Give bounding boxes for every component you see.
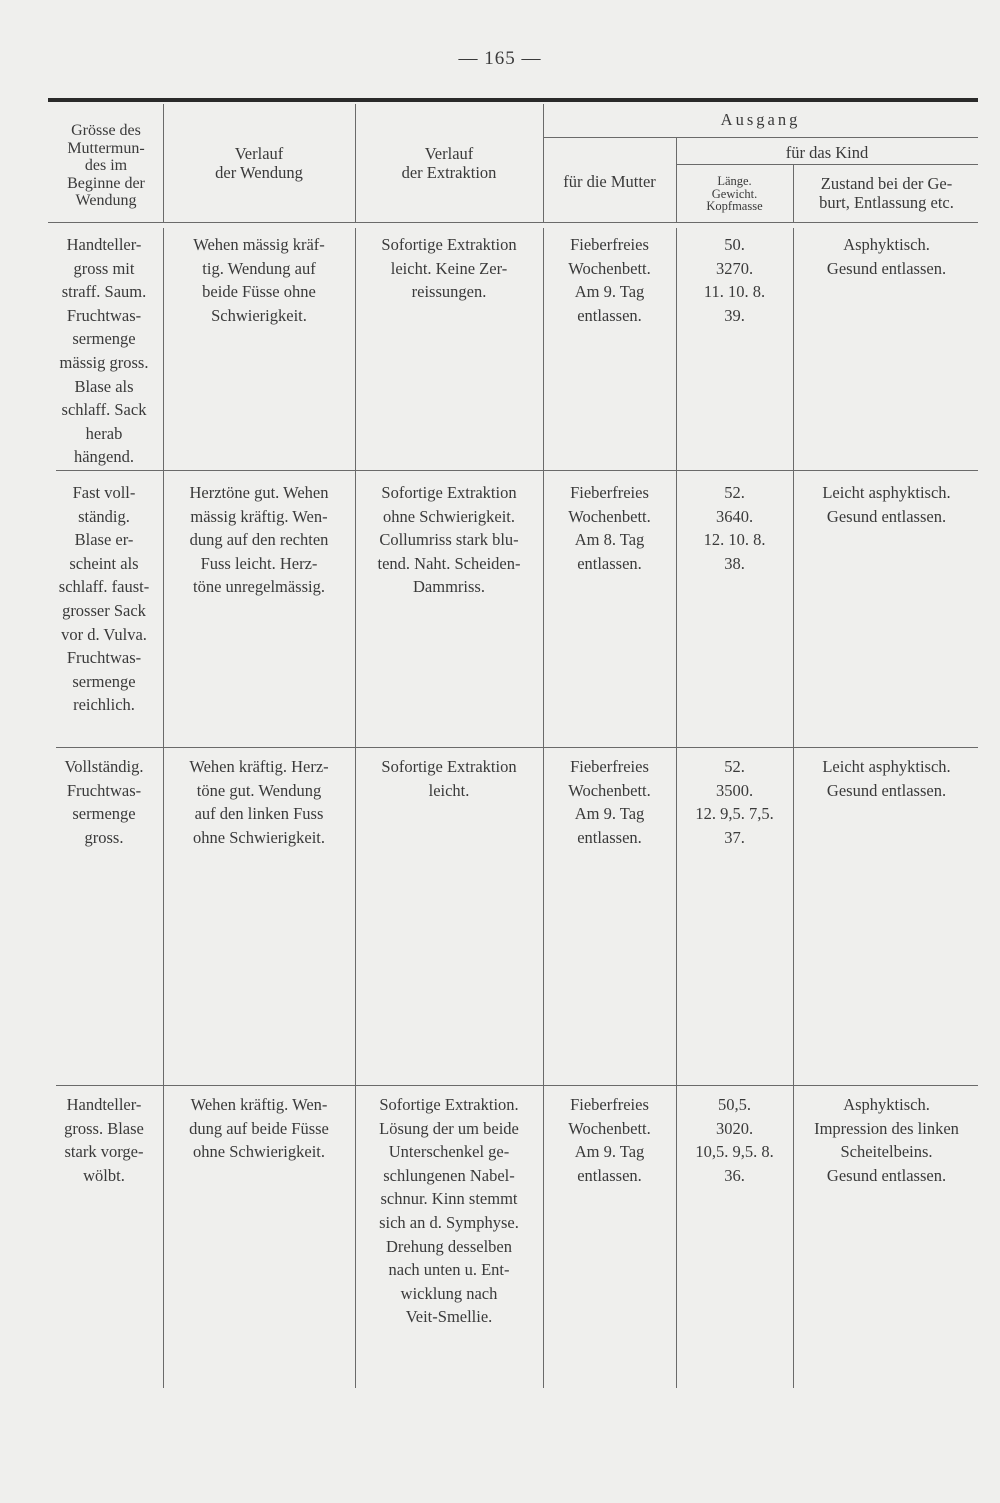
header-masse: Länge. Gewicht. Kopfmasse xyxy=(706,174,763,213)
header-divider xyxy=(355,104,356,222)
table-cell-extraktion: Sofortige Extraktion. Lösung der um beide Unterschenkel ge- schlungenen Nabel- schnur. Kinn stemmt sich an d. Symphyse. Drehung desselben nach unten u. Ent- wicklung nach Veit-Smellie. xyxy=(379,1095,519,1327)
table-cell-zustand: Asphyktisch. Gesund entlassen. xyxy=(826,235,947,278)
table-cell-mutter: Fieberfreies Wochenbett. Am 9. Tag entlassen. xyxy=(568,757,651,847)
column-divider xyxy=(543,228,544,1388)
table-cell-groesse: Handteller- gross. Blase stark vorge- wölbt. xyxy=(64,1095,144,1185)
header-zustand: Zustand bei der Ge- burt, Entlassung etc. xyxy=(819,174,954,212)
header-groesse: Grösse des Muttermun- des im Beginne der Wendung xyxy=(67,122,145,209)
table-cell-wendung: Herztöne gut. Wehen mässig kräftig. Wen- dung auf den rechten Fuss leicht. Herz- töne unregelmässig. xyxy=(189,483,329,597)
row-divider xyxy=(56,747,978,748)
table-cell-zustand: Leicht asphyktisch. Gesund entlassen. xyxy=(822,483,951,526)
header-ausgang: Ausgang xyxy=(720,110,801,129)
table-cell-groesse: Fast voll- ständig. Blase er- scheint als schlaff. faust- grosser Sack vor d. Vulva. Fruchtwas- sermenge reichlich. xyxy=(58,483,150,715)
table-cell-masse: 52. 3500. 12. 9,5. 7,5. 37. xyxy=(695,757,774,847)
table-cell-wendung: Wehen kräftig. Wen- dung auf beide Füsse ohne Schwierigkeit. xyxy=(189,1095,329,1162)
header-divider xyxy=(676,164,978,165)
table-cell-masse: 50. 3270. 11. 10. 8. 39. xyxy=(703,235,766,325)
table-cell-mutter: Fieberfreies Wochenbett. Am 9. Tag entlassen. xyxy=(568,1095,651,1185)
table-cell-zustand: Leicht asphyktisch. Gesund entlassen. xyxy=(822,757,951,800)
header-kind: für das Kind xyxy=(785,143,869,162)
header-divider xyxy=(163,104,164,222)
table-cell-wendung: Wehen kräftig. Herz- töne gut. Wendung auf den linken Fuss ohne Schwierigkeit. xyxy=(189,757,329,847)
column-divider xyxy=(793,228,794,1388)
row-divider xyxy=(56,1085,978,1086)
page-number: — 165 — xyxy=(458,48,542,69)
table-cell-extraktion: Sofortige Extraktion ohne Schwierigkeit. Collumriss stark blu- tend. Naht. Scheiden- Dammriss. xyxy=(377,483,521,597)
header-wendung: Verlauf der Wendung xyxy=(215,144,303,182)
table-cell-mutter: Fieberfreies Wochenbett. Am 8. Tag entlassen. xyxy=(568,483,651,573)
header-bottom-rule xyxy=(48,222,978,223)
header-extraktion: Verlauf der Extraktion xyxy=(401,144,497,182)
header-mutter: für die Mutter xyxy=(563,172,656,191)
column-divider xyxy=(676,228,677,1388)
header-divider xyxy=(676,138,677,222)
table-cell-extraktion: Sofortige Extraktion leicht. Keine Zer- reissungen. xyxy=(381,235,517,302)
table-top-rule xyxy=(48,98,978,102)
table-cell-extraktion: Sofortige Extraktion leicht. xyxy=(381,757,517,800)
header-divider xyxy=(543,137,978,138)
table-cell-zustand: Asphyktisch. Impression des linken Scheitelbeins. Gesund entlassen. xyxy=(814,1095,959,1185)
table-cell-wendung: Wehen mässig kräf- tig. Wendung auf beide Füsse ohne Schwierigkeit. xyxy=(193,235,325,325)
table-cell-mutter: Fieberfreies Wochenbett. Am 9. Tag entlassen. xyxy=(568,235,651,325)
row-divider xyxy=(56,470,978,471)
header-divider xyxy=(793,165,794,222)
column-divider xyxy=(163,228,164,1388)
table-cell-groesse: Handteller- gross mit straff. Saum. Fruchtwas- sermenge mässig gross. Blase als schlaff. Sack herab hängend. xyxy=(59,235,149,467)
table-cell-groesse: Vollständig. Fruchtwas- sermenge gross. xyxy=(64,757,144,847)
table-cell-masse: 52. 3640. 12. 10. 8. 38. xyxy=(703,483,766,573)
table-cell-masse: 50,5. 3020. 10,5. 9,5. 8. 36. xyxy=(695,1095,774,1185)
header-divider xyxy=(543,104,544,222)
column-divider xyxy=(355,228,356,1388)
